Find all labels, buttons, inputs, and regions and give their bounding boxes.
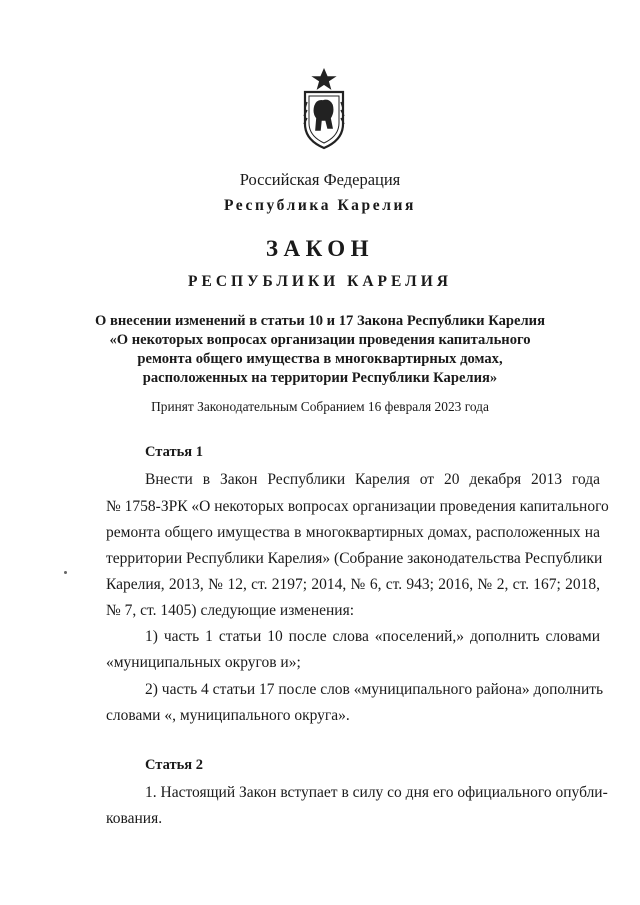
law-title-line: ремонта общего имущества в многоквартирных домах, [137,351,503,367]
article-1-item-1-cont: «муниципальных округов и»; [106,654,301,671]
law-title-line: О внесении изменений в статьи 10 и 17 Закона Республики Карелия [95,313,545,329]
article-1-heading: Статья 1 [145,444,203,460]
article-1-item-2-cont: словами «, муниципального округа». [106,707,350,724]
republic-name: Республика Карелия [223,197,417,214]
article-1-text-line: Карелия, 2013, № 12, ст. 2197; 2014, № 6, ст. 943; 2016, № 2, ст. 167; 2018, [106,576,600,593]
document-issuer: РЕСПУБЛИКИ КАРЕЛИЯ [188,273,452,290]
country-name: Российская Федерация [239,170,401,189]
law-title-line: «О некоторых вопросах организации проведения капитального [109,332,531,348]
article-1-item-1: 1) часть 1 статьи 10 после слова «поселений,» дополнить словами [145,628,600,645]
article-1-item-2: 2) часть 4 статьи 17 после слов «муниципального района» дополнить [145,681,604,698]
article-2-text-line: кования. [106,810,163,827]
scan-speck [64,571,67,574]
article-1-text-line: Внести в Закон Республики Карелия от 20 декабря 2013 года [145,471,600,488]
coat-of-arms-icon [299,68,349,150]
article-1-text-line: ремонта общего имущества в многоквартирных домах, расположенных на [106,524,600,541]
article-1-text-line: № 1758-ЗРК «О некоторых вопросах организации проведения капитального [106,498,609,515]
law-title [0,312,640,388]
article-2-text-line: 1. Настоящий Закон вступает в силу со дня его официального опубли- [145,784,608,801]
article-1-text-line: территории Республики Карелия» (Собрание законодательства Республики [106,550,603,567]
document-type: ЗАКОН [265,236,375,261]
article-1-text-line: № 7, ст. 1405) следующие изменения: [106,602,355,619]
adoption-note: Принят Законодательным Собранием 16 февраля 2023 года [151,399,489,414]
law-title-line: расположенных на территории Республики Карелия» [142,370,498,386]
article-2-heading: Статья 2 [145,757,203,773]
